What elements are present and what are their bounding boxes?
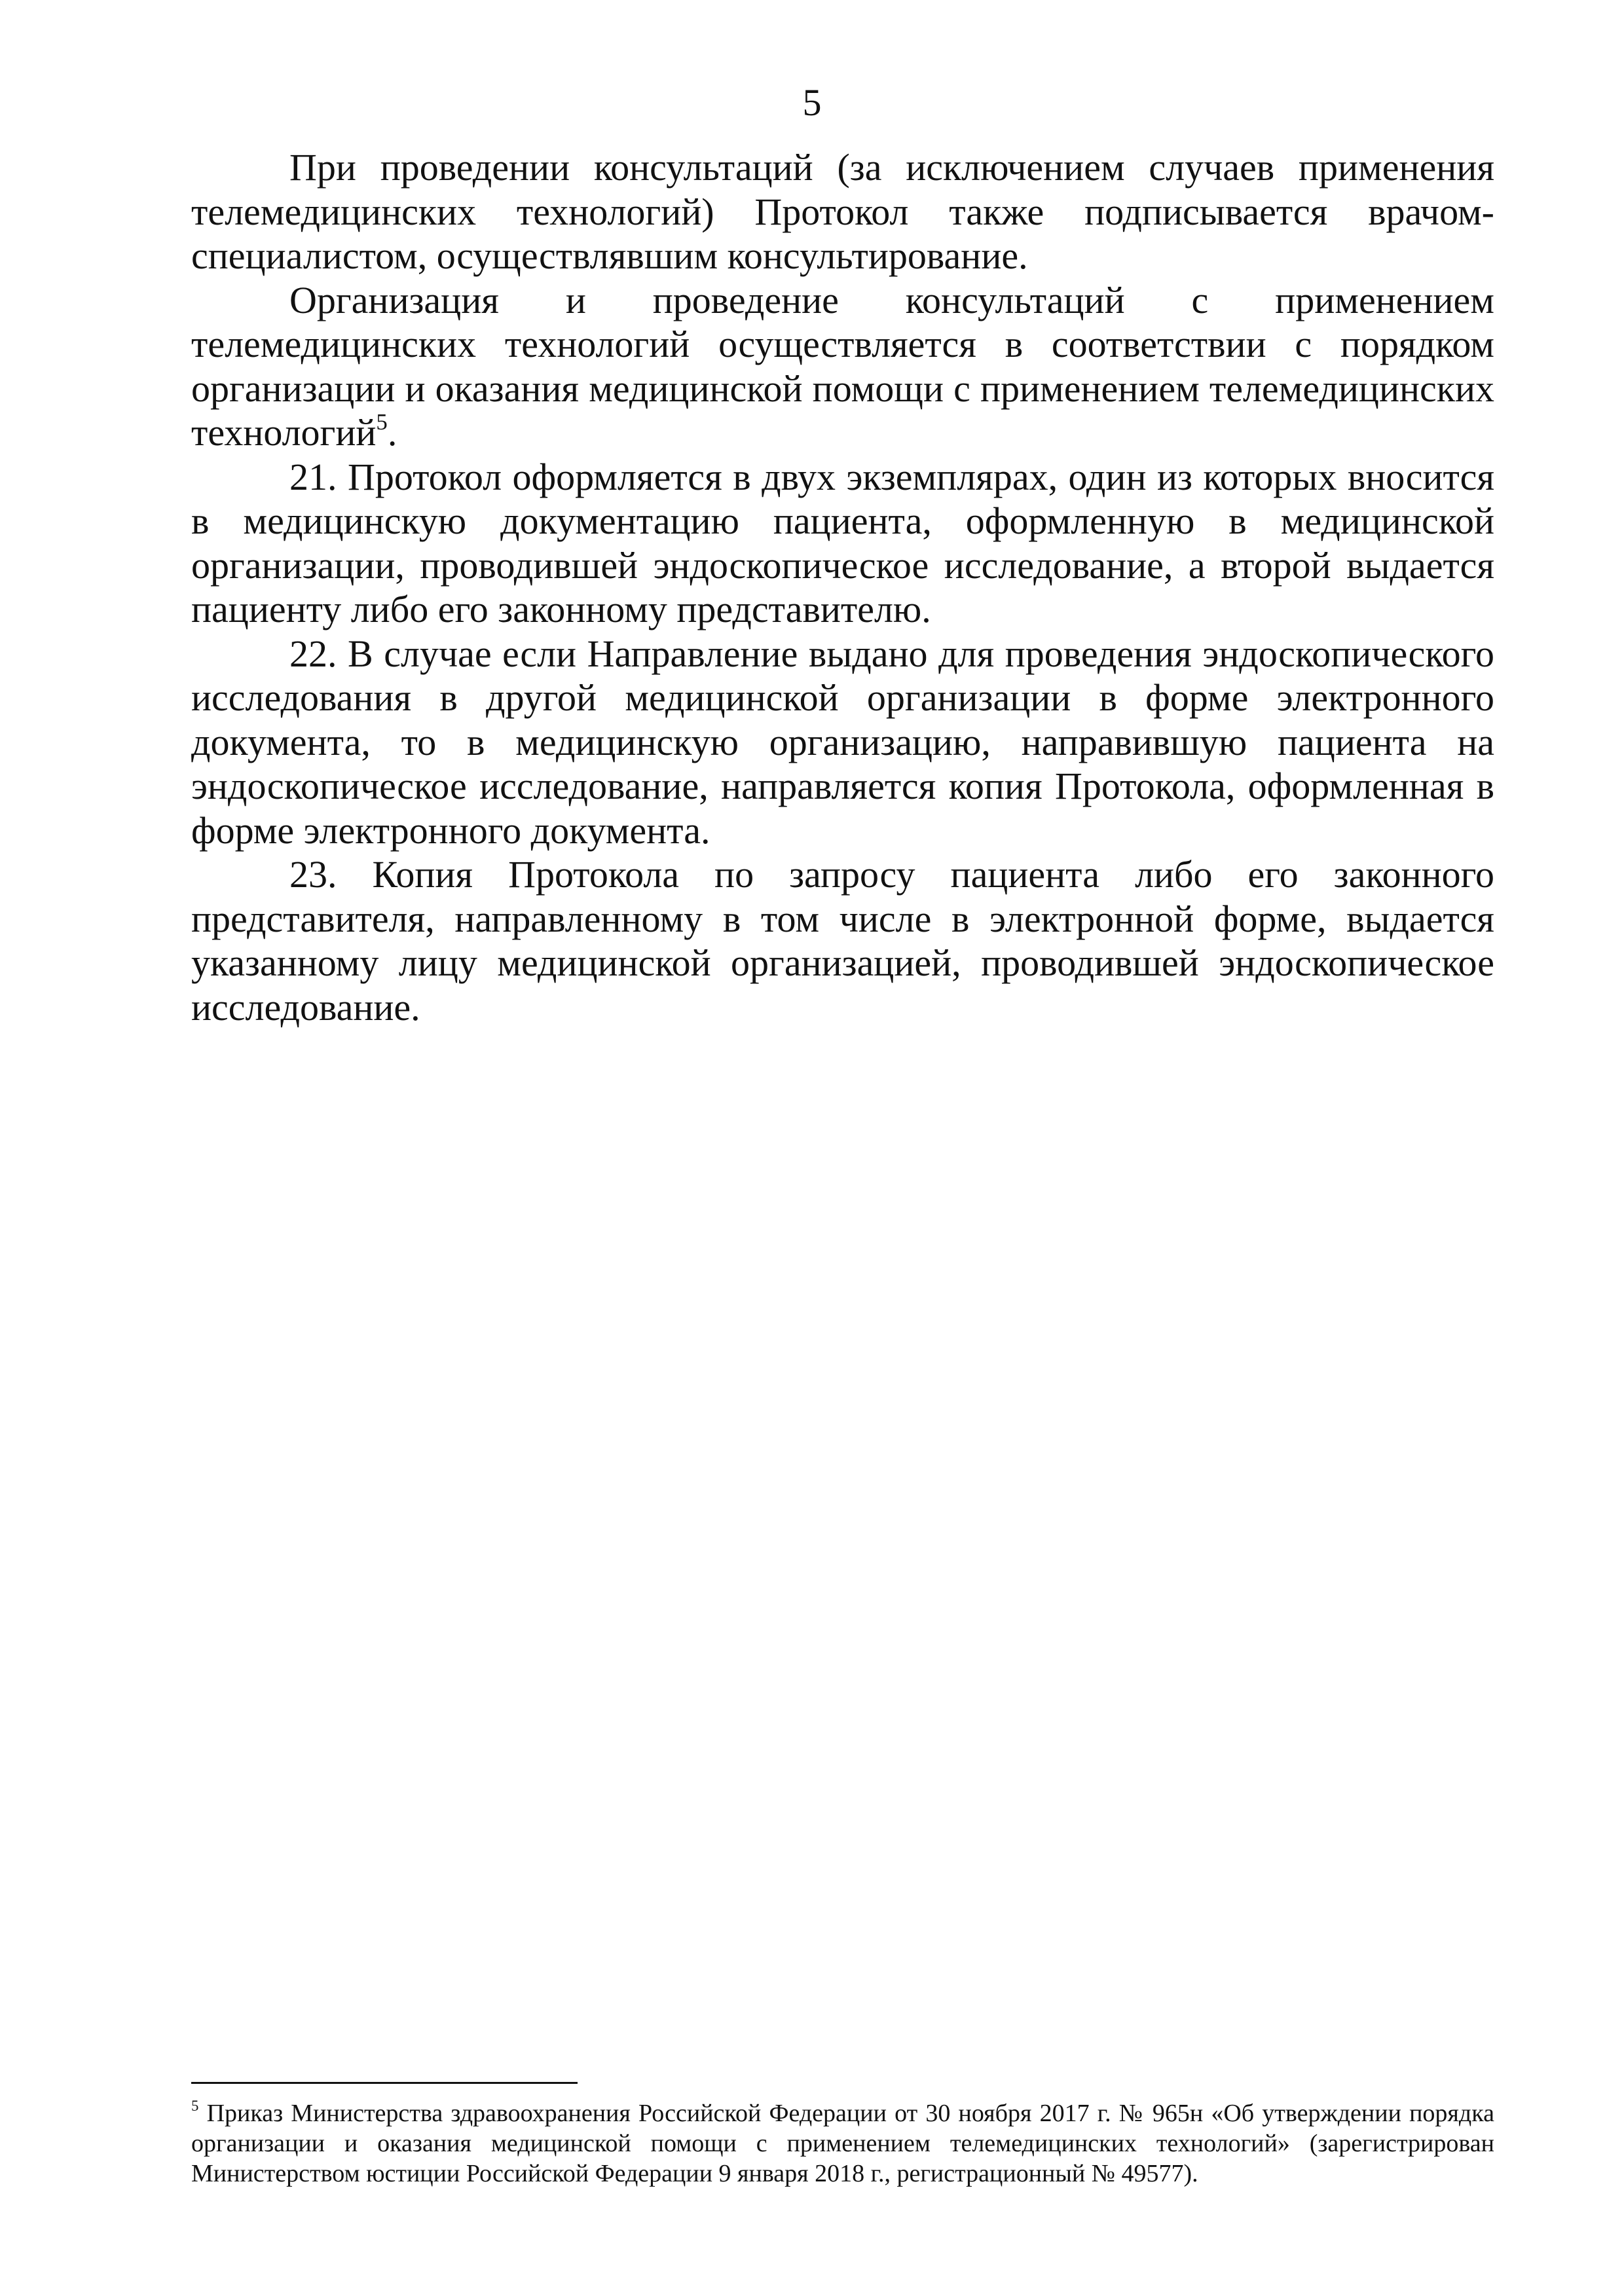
paragraph-text: Организация и проведение консультаций с применением телемедицинских технологий осуществляется в соответствии с порядком организации и оказания медицинской помощи с применением телемедицинских технологий [191,278,1494,454]
paragraph-text: При проведении консультаций (за исключением случаев применения телемедицинских технологий) Протокол также подписывается врачом-специалистом, осуществлявшим консультирование. [191,146,1494,277]
footnote-reference[interactable]: 5 [376,409,388,435]
paragraph-text: 21. Протокол оформляется в двух экземплярах, один из которых вносится в медицинскую документацию пациента, оформленную в медицинской организации, проводившей эндоскопическое исследование, а второй выдается пациенту либо его законному представителю. [191,455,1494,630]
paragraph-text: 22. В случае если Направление выдано для проведения эндоскопического исследования в другой медицинской организации в форме электронного документа, то в медицинскую организацию, направившую пациента на эндоскопическое исследование, направляется копия Протокола, оформленная в форме электронного документа. [191,632,1494,852]
paragraph-21 [191,455,1494,632]
paragraph-telemedicine [191,278,1494,455]
footnote [191,2098,1494,2189]
document-body [191,145,1494,1029]
paragraph-text: 23. Копия Протокола по запросу пациента либо его законного представителя, направленному в том числе в электронной форме, выдается указанному лицу медицинской организацией, проводившей эндоскопическое исследование. [191,853,1494,1029]
footnote-marker: 5 [191,2098,199,2115]
footnote-text: Приказ Министерства здравоохранения Российской Федерации от 30 ноября 2017 г. № 965н «Об утверждении порядка организации и оказания медицинской помощи с применением телемедицинских технологий» (зарегистрирован Министерством юстиции Российской Федерации 9 января 2018 г., регистрационный № 49577). [191,2100,1494,2187]
paragraph-consultations-signature [191,145,1494,278]
paragraph-22 [191,632,1494,853]
paragraph-23 [191,852,1494,1029]
footnote-separator [191,2082,578,2084]
paragraph-tail: . [387,411,397,454]
page-number: 5 [802,81,822,124]
